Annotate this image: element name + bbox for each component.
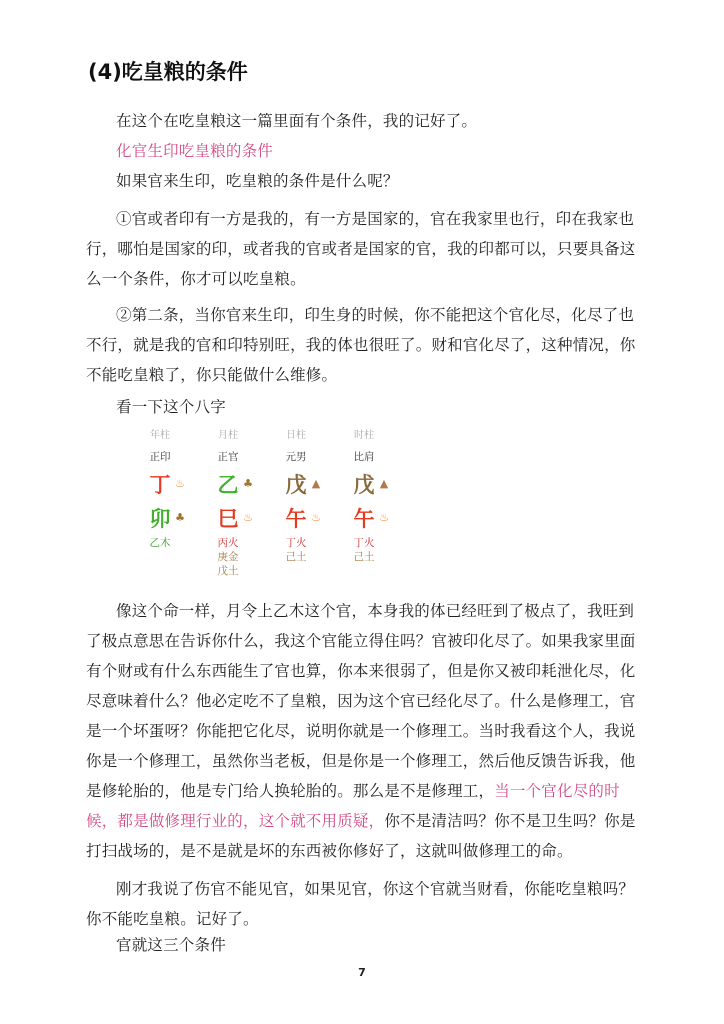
bazi-column-year bbox=[130, 428, 190, 550]
fire-icon: ♨ bbox=[175, 477, 185, 490]
paragraph-analysis-text: 像这个命一样，月令上乙木这个官，本身我的体已经旺到了极点了，我旺到了极点意思在告诉你什么，我这个官能立得住吗？官被印化尽了。如果我家里面有个财或有什么东西能生了官也算，你本来很弱了，但是你又被印耗泄化尽，化尽意味着什么？他必定吃不了皇粮，因为这个官已经化尽了。什么是修理工，官是一个坏蛋呀？你能把它化尽，说明你就是一个修理工。当时我看这个人，我说你是一个修理工，虽然你当老板，但是你是一个修理工，然后他反馈告诉我，他是修轮胎的，他是专门给人换轮胎的。那么是不是修理工， bbox=[86, 602, 636, 800]
paragraph-look-text: 看一下这个八字 bbox=[116, 398, 226, 416]
earthly-branch-text: 午 bbox=[353, 507, 375, 531]
pillar-label: 时柱 bbox=[354, 430, 374, 441]
hidden-stem: 丙火 bbox=[217, 537, 239, 549]
bazi-column-month bbox=[198, 428, 258, 578]
ten-god-label: 元男 bbox=[285, 451, 307, 463]
paragraph-summary bbox=[86, 930, 646, 960]
fire-icon: ♨ bbox=[379, 511, 389, 524]
bazi-column-hour bbox=[334, 428, 394, 564]
bazi-chart bbox=[130, 428, 410, 598]
hidden-stem: 戊土 bbox=[217, 565, 239, 577]
paragraph-shangguan bbox=[86, 874, 646, 934]
highlighted-text: 当一个官化尽的时候，都是做修理行业的，这个就不用质疑， bbox=[86, 782, 620, 830]
wood-icon: ♣ bbox=[243, 477, 253, 490]
fire-icon: ♨ bbox=[311, 511, 321, 524]
paragraph-intro bbox=[86, 106, 646, 136]
paragraph-look bbox=[86, 392, 646, 422]
pillar-label: 月柱 bbox=[218, 430, 238, 441]
pillar-label: 年柱 bbox=[150, 430, 170, 441]
earth-icon: ▲ bbox=[311, 477, 321, 490]
paragraph-analysis-text-end: 你不是清洁吗？你不是卫生吗？你是打扫战场的，是不是就是坏的东西被你修好了，这就叫做修理工的命。 bbox=[86, 812, 636, 860]
heavenly-stem-text: 戊 bbox=[285, 473, 307, 497]
fire-icon: ♨ bbox=[243, 511, 253, 524]
earth-icon: ▲ bbox=[379, 477, 389, 490]
bazi-column-day bbox=[266, 428, 326, 564]
heavenly-stem-text: 乙 bbox=[217, 473, 239, 497]
paragraph-question-text: 如果官来生印，吃皇粮的条件是什么呢？ bbox=[116, 172, 399, 190]
paragraph-summary-text: 官就这三个条件 bbox=[116, 936, 226, 954]
earthly-branch bbox=[266, 502, 326, 536]
paragraph-condition-1-text: ①官或者印有一方是我的，有一方是国家的，官在我家里也行，印在我家也行，哪怕是国家的印，或者我的官或者是国家的官，我的印都可以，只要具备这么一个条件，你才可以吃皇粮。 bbox=[86, 210, 636, 288]
paragraph-analysis bbox=[86, 596, 646, 866]
paragraph-condition-2 bbox=[86, 300, 646, 390]
heavenly-stem-text: 丁 bbox=[149, 473, 171, 497]
subheading-text: 化官生印吃皇粮的条件 bbox=[116, 142, 274, 160]
section-heading: (4)吃皇粮的条件 bbox=[88, 60, 248, 84]
earthly-branch bbox=[130, 502, 190, 536]
earthly-branch bbox=[334, 502, 394, 536]
hidden-stem: 庚金 bbox=[217, 551, 239, 563]
wood-icon: ♣ bbox=[175, 511, 185, 524]
heavenly-stem bbox=[266, 468, 326, 502]
hidden-stem: 丁火 bbox=[285, 537, 307, 549]
paragraph-condition-1 bbox=[86, 204, 646, 294]
heavenly-stem bbox=[198, 468, 258, 502]
subheading bbox=[86, 136, 646, 166]
heavenly-stem bbox=[130, 468, 190, 502]
ten-god-label: 正印 bbox=[149, 451, 171, 463]
earthly-branch-text: 午 bbox=[285, 507, 307, 531]
ten-god-label: 比肩 bbox=[353, 451, 375, 463]
ten-god-label: 正官 bbox=[217, 451, 239, 463]
page-number: 7 bbox=[358, 966, 366, 979]
heavenly-stem-text: 戊 bbox=[353, 473, 375, 497]
hidden-stem: 己土 bbox=[285, 551, 307, 563]
earthly-branch bbox=[198, 502, 258, 536]
earthly-branch-text: 卯 bbox=[149, 507, 171, 531]
hidden-stem: 乙木 bbox=[149, 537, 171, 549]
paragraph-condition-2-text: ②第二条，当你官来生印，印生身的时候，你不能把这个官化尽，化尽了也不行，就是我的官和印特别旺，我的体也很旺了。财和官化尽了，这种情况，你不能吃皇粮了，你只能做什么维修。 bbox=[86, 306, 636, 384]
paragraph-question bbox=[86, 166, 646, 196]
paragraph-shangguan-text: 刚才我说了伤官不能见官，如果见官，你这个官就当财看，你能吃皇粮吗？你不能吃皇粮。记好了。 bbox=[86, 880, 635, 928]
pillar-label: 日柱 bbox=[286, 430, 306, 441]
hidden-stem: 丁火 bbox=[353, 537, 375, 549]
earthly-branch-text: 巳 bbox=[217, 507, 239, 531]
heavenly-stem bbox=[334, 468, 394, 502]
paragraph-intro-text: 在这个在吃皇粮这一篇里面有个条件，我的记好了。 bbox=[116, 112, 478, 130]
hidden-stem: 己土 bbox=[353, 551, 375, 563]
